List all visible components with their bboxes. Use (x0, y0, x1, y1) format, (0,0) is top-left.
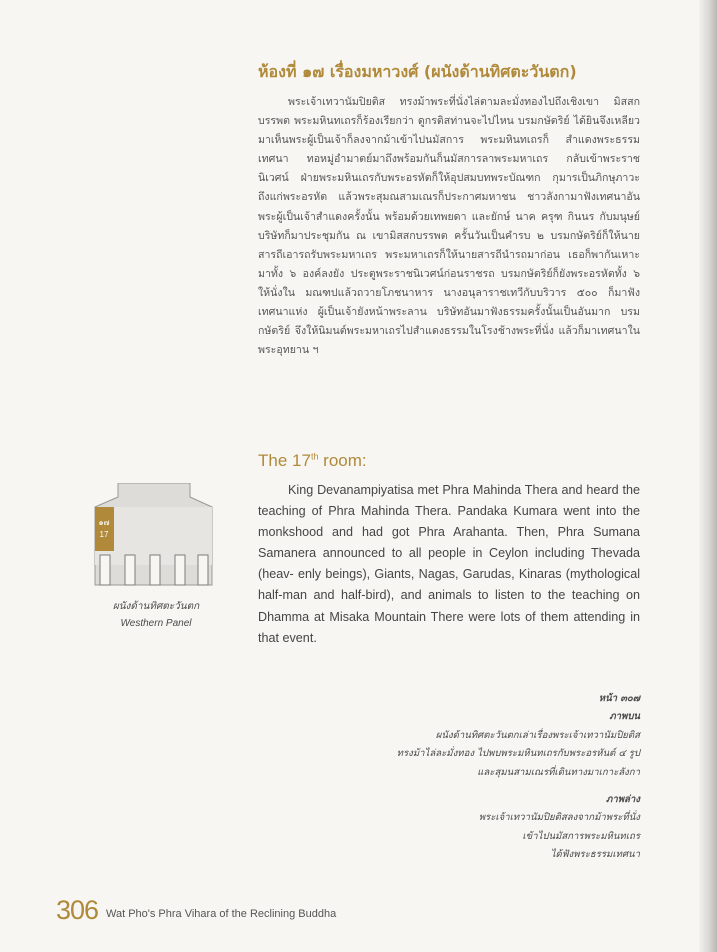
door (125, 555, 135, 585)
thai-section-title: ห้องที่ ๑๗ เรื่องมหาวงศ์ (ผนังด้านทิศตะวันตก) (258, 62, 577, 81)
thai-line: มณฑปแล้วถวายโภชนาหาร นางอนุลาราชเทวีกับบริวาร ๕๐๐ ก็มาฟังเทศนาแห่ง (258, 286, 640, 319)
thai-line: ประตูพระราชนิเวศน์ก่อนราชรถ บรมกษัตริย์ก็ยังพระอรหัตทั้ง ๖ ให้นั่งใน (258, 267, 640, 299)
notes-page-reference: หน้า ๓๐๗ (598, 693, 640, 704)
thai-line: จึงให้นิมนต์พระมหาเถรไปสำแดงธรรมในโรงช้างพระที่นั่ง แล้วก็มาเทศนาใน (294, 325, 640, 338)
thai-line: ผู้เป็นเจ้ายังหน้าพระลาน บริษัทอันมาฟังธรรมครั้งนั้นเป็นอันมาก บรมกษัตริย์ (258, 306, 640, 338)
thai-line: พระเจ้าเทวานัมปิยติส ทรงม้าพระที่นั่งไล่ตามละมั่งทองไปถึงเชิงเขา (288, 96, 600, 108)
english-section-heading (258, 451, 367, 471)
page-number: 306 (56, 895, 99, 925)
english-body-text (258, 480, 640, 649)
thai-line: ชาวลังกามาฟังเทศนาอันพระผู้เป็นเจ้าสำแดงครั้งนั้น พร้อมด้วยเทพยดา (258, 191, 640, 223)
english-line: enly beings), Giants, Nagas, Garudas, Kinaras (mythological half-man (258, 567, 640, 603)
english-line: King Devanampiyatisa met Phra Mahinda Thera and heard the (288, 483, 640, 497)
notes-line: ได้ฟังพระธรรมเทศนา (550, 849, 640, 861)
english-line: and half-bird), and animals to listen to the teaching on Dhamma at (258, 588, 641, 624)
door (198, 555, 208, 585)
thai-line: พระอุทยาน ฯ (258, 344, 319, 357)
english-line: Samanera announced to all people in Ceylon including Thevada (heav- (258, 546, 640, 582)
door (100, 555, 110, 585)
book-spine-shadow (699, 0, 717, 952)
door (150, 555, 160, 585)
notes-line: ผนังด้านทิศตะวันตกเล่าเรื่องพระเจ้าเทวานัมปิยติส (435, 729, 640, 741)
notes-line: ทรงม้าไล่ละมั่งทอง ไปพบพระมหินทเถรกับพระอรหันต์ ๔ รูป (396, 748, 640, 760)
thai-line: ครั้นวันเป็นคำรบ ๒ บรมกษัตริย์ก็ให้นายสารถีเอารถรับพระมหาเถร (258, 229, 640, 261)
notes-upper-title: ภาพบน (609, 711, 640, 723)
door (175, 555, 185, 585)
panel-label-thai: ๑๗ (98, 518, 110, 527)
english-heading-end: room: (318, 451, 367, 470)
english-line: monkshood and had got Phra Arahanta. Then, Phra Sumana (258, 525, 640, 540)
footer-book-title: Wat Pho's Phra Vihara of the Reclining Buddha (106, 908, 337, 920)
thai-line: สำแดงพระธรรมเทศนา ทอหมู่อำมาตย์มาถึงพร้อมกันก็นมัสการลาพระมหาเถร (258, 134, 640, 166)
thai-line: มิสสกบรรพต พระมหินทเถรก็ร้องเรียกว่า ดูกรติสท่านจะไปไหน บรมกษัตริย์ (258, 96, 640, 128)
notes-line: พระเจ้าเทวานัมปิยติสลงจากม้าพระที่นั่ง (478, 812, 640, 824)
thai-line: และยักษ์ นาค ครุฑ กินนร กับมนุษย์บริษัทก็มาประชุมกัน ณ เขามิสสกบรรพต (258, 210, 640, 242)
english-line: teaching of Phra Mahinda Thera. Pandaka Kumara went into the (258, 504, 640, 519)
thai-line: ได้ยินจึงเหลียวมาเห็นพระผู้เป็นเจ้าก็ลงจากม้าเข้าไปนมัสการ พระมหินทเถรก็ (258, 115, 640, 147)
notes-lower-title: ภาพล่าง (606, 794, 640, 806)
highlighted-west-panel (95, 507, 114, 551)
notes-line: และสุมนสามเณรที่เดินทางมาเกาะลังกา (477, 766, 640, 778)
thai-line: กลับเข้าพระราชนิเวศน์ ฝ่ายพระมหินเถรกับพระอรหัตก็ให้อุปสมบทพระบัณฑก (258, 153, 640, 185)
english-heading-main: The 17 (258, 451, 311, 470)
thai-line: กุมารเป็นภิกษุภาวะถึงแก่พระอรหัต แล้วพระสุมณสามเณรก็ประกาศมหาชน (258, 172, 640, 204)
thai-line: พระมหาเถรก็ให้นายสารถีนำรถมาก่อน เธอก็พากันเหาะมาทั้ง ๖ องค์ลงยัง (258, 248, 640, 280)
english-heading-superscript: th (310, 451, 319, 462)
picture-notes (300, 690, 640, 865)
diagram-caption (88, 598, 224, 632)
notes-line: เข้าไปนมัสการพระมหินทเถร (522, 830, 640, 842)
caption-english: Westhern Panel (120, 618, 192, 629)
panel-label-number: 17 (99, 530, 109, 539)
wall-location-diagram (92, 483, 220, 589)
english-line: Misaka Mountain There were lots of them attending in that event. (258, 609, 640, 645)
caption-thai: ผนังด้านทิศตะวันตก (112, 601, 200, 612)
thai-body-text (258, 93, 640, 360)
